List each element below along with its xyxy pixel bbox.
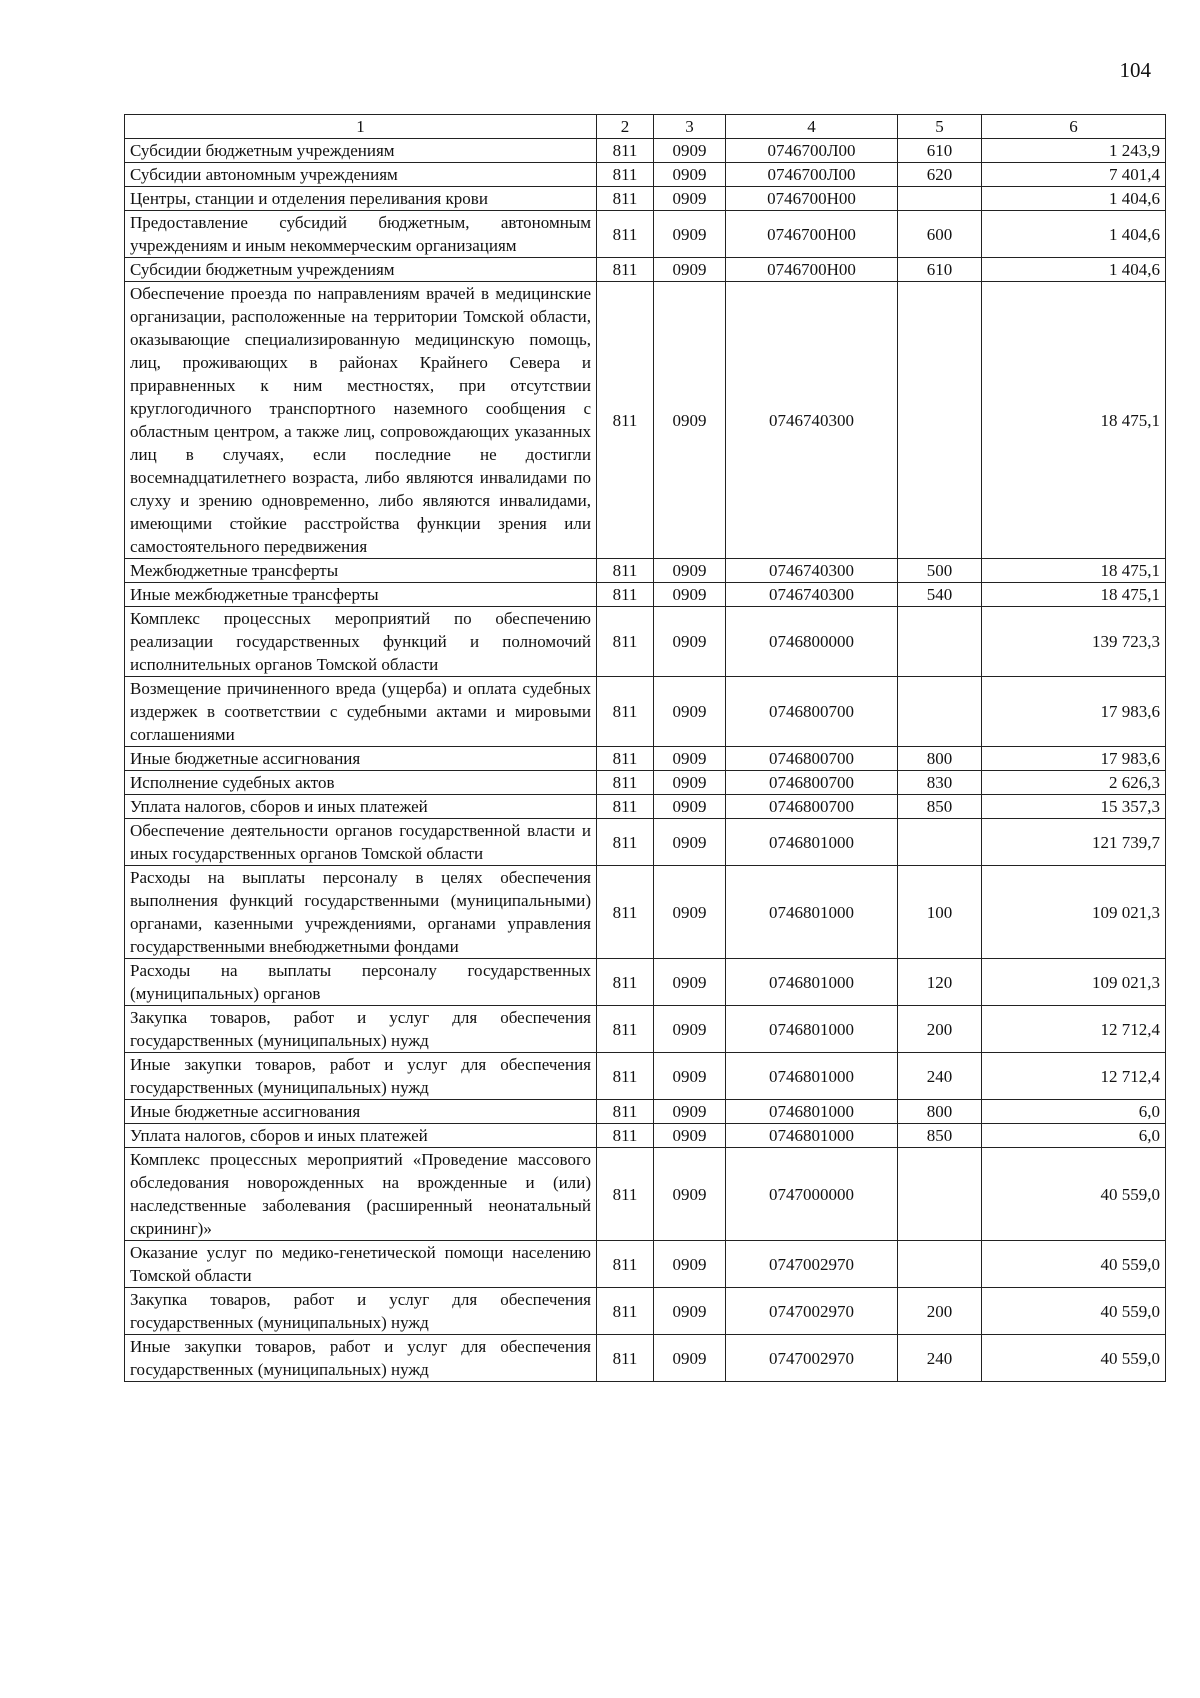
- department-code-cell: 811: [597, 1100, 654, 1124]
- table-row: [125, 1053, 1166, 1100]
- item-name-cell: Уплата налогов, сборов и иных платежей: [125, 1124, 597, 1148]
- amount-cell: 40 559,0: [982, 1288, 1166, 1335]
- target-article-cell: 0746700Н00: [726, 258, 898, 282]
- header-row: [125, 115, 1166, 139]
- table-row: [125, 1006, 1166, 1053]
- amount-cell: 18 475,1: [982, 282, 1166, 559]
- section-code-cell: 0909: [654, 795, 726, 819]
- item-name-cell: Возмещение причиненного вреда (ущерба) и оплата судебных издержек в соответствии с судебными актами и мировыми соглашениями: [125, 677, 597, 747]
- amount-cell: 6,0: [982, 1124, 1166, 1148]
- amount-cell: 40 559,0: [982, 1335, 1166, 1382]
- table-row: [125, 163, 1166, 187]
- target-article-cell: 0746801000: [726, 1124, 898, 1148]
- item-name-cell: Субсидии бюджетным учреждениям: [125, 258, 597, 282]
- target-article-cell: 0747000000: [726, 1148, 898, 1241]
- table-row: [125, 1241, 1166, 1288]
- item-name-cell: Оказание услуг по медико-генетической помощи населению Томской области: [125, 1241, 597, 1288]
- amount-cell: 18 475,1: [982, 559, 1166, 583]
- target-article-cell: 0746801000: [726, 1006, 898, 1053]
- expense-type-cell: 600: [898, 211, 982, 258]
- header-cell: 4: [726, 115, 898, 139]
- table-row: [125, 1148, 1166, 1241]
- expense-type-cell: 120: [898, 959, 982, 1006]
- target-article-cell: 0746800700: [726, 771, 898, 795]
- expense-type-cell: [898, 1241, 982, 1288]
- header-cell: 6: [982, 115, 1166, 139]
- page-number: 104: [1119, 58, 1151, 82]
- department-code-cell: 811: [597, 258, 654, 282]
- expense-type-cell: 540: [898, 583, 982, 607]
- expense-type-cell: 850: [898, 795, 982, 819]
- target-article-cell: 0746801000: [726, 1100, 898, 1124]
- section-code-cell: 0909: [654, 139, 726, 163]
- department-code-cell: 811: [597, 607, 654, 677]
- expense-type-cell: 620: [898, 163, 982, 187]
- item-name-cell: Уплата налогов, сборов и иных платежей: [125, 795, 597, 819]
- department-code-cell: 811: [597, 819, 654, 866]
- item-name-cell: Субсидии автономным учреждениям: [125, 163, 597, 187]
- target-article-cell: 0746800700: [726, 795, 898, 819]
- target-article-cell: 0746800700: [726, 747, 898, 771]
- item-name-cell: Иные закупки товаров, работ и услуг для обеспечения государственных (муниципальных) нужд: [125, 1053, 597, 1100]
- amount-cell: 7 401,4: [982, 163, 1166, 187]
- item-name-cell: Закупка товаров, работ и услуг для обеспечения государственных (муниципальных) нужд: [125, 1006, 597, 1053]
- amount-cell: 109 021,3: [982, 866, 1166, 959]
- department-code-cell: 811: [597, 282, 654, 559]
- section-code-cell: 0909: [654, 771, 726, 795]
- target-article-cell: 0746801000: [726, 819, 898, 866]
- header-cell: 5: [898, 115, 982, 139]
- department-code-cell: 811: [597, 1335, 654, 1382]
- department-code-cell: 811: [597, 1241, 654, 1288]
- section-code-cell: 0909: [654, 163, 726, 187]
- expense-type-cell: [898, 1148, 982, 1241]
- section-code-cell: 0909: [654, 607, 726, 677]
- department-code-cell: 811: [597, 1288, 654, 1335]
- department-code-cell: 811: [597, 163, 654, 187]
- table-row: [125, 747, 1166, 771]
- amount-cell: 1 404,6: [982, 187, 1166, 211]
- amount-cell: 40 559,0: [982, 1148, 1166, 1241]
- target-article-cell: 0746800000: [726, 607, 898, 677]
- amount-cell: 1 243,9: [982, 139, 1166, 163]
- table-row: [125, 559, 1166, 583]
- department-code-cell: 811: [597, 583, 654, 607]
- expense-type-cell: 500: [898, 559, 982, 583]
- section-code-cell: 0909: [654, 1335, 726, 1382]
- amount-cell: 1 404,6: [982, 211, 1166, 258]
- amount-cell: 12 712,4: [982, 1053, 1166, 1100]
- target-article-cell: 0747002970: [726, 1288, 898, 1335]
- department-code-cell: 811: [597, 211, 654, 258]
- item-name-cell: Комплекс процессных мероприятий «Проведение массового обследования новорожденных на врожденные и (или) наследственные заболевания (расширенный неонатальный скрининг)»: [125, 1148, 597, 1241]
- item-name-cell: Комплекс процессных мероприятий по обеспечению реализации государственных функций и полномочий исполнительных органов Томской области: [125, 607, 597, 677]
- expense-type-cell: 200: [898, 1006, 982, 1053]
- target-article-cell: 0747002970: [726, 1241, 898, 1288]
- department-code-cell: 811: [597, 959, 654, 1006]
- amount-cell: 1 404,6: [982, 258, 1166, 282]
- table-row: [125, 795, 1166, 819]
- amount-cell: 2 626,3: [982, 771, 1166, 795]
- expense-type-cell: 830: [898, 771, 982, 795]
- department-code-cell: 811: [597, 771, 654, 795]
- section-code-cell: 0909: [654, 1124, 726, 1148]
- target-article-cell: 0746740300: [726, 282, 898, 559]
- amount-cell: 139 723,3: [982, 607, 1166, 677]
- table-row: [125, 677, 1166, 747]
- expense-type-cell: 800: [898, 1100, 982, 1124]
- expense-type-cell: [898, 819, 982, 866]
- expense-type-cell: [898, 187, 982, 211]
- table-row: [125, 258, 1166, 282]
- section-code-cell: 0909: [654, 1148, 726, 1241]
- section-code-cell: 0909: [654, 1288, 726, 1335]
- section-code-cell: 0909: [654, 1006, 726, 1053]
- table-row: [125, 819, 1166, 866]
- target-article-cell: 0746740300: [726, 559, 898, 583]
- section-code-cell: 0909: [654, 211, 726, 258]
- item-name-cell: Иные закупки товаров, работ и услуг для обеспечения государственных (муниципальных) нужд: [125, 1335, 597, 1382]
- table-body: [125, 115, 1166, 1382]
- table-row: [125, 1335, 1166, 1382]
- table-row: [125, 866, 1166, 959]
- target-article-cell: 0746801000: [726, 1053, 898, 1100]
- target-article-cell: 0746801000: [726, 866, 898, 959]
- amount-cell: 15 357,3: [982, 795, 1166, 819]
- table-row: [125, 211, 1166, 258]
- amount-cell: 109 021,3: [982, 959, 1166, 1006]
- section-code-cell: 0909: [654, 258, 726, 282]
- section-code-cell: 0909: [654, 1241, 726, 1288]
- target-article-cell: 0746700Н00: [726, 187, 898, 211]
- table-row: [125, 607, 1166, 677]
- department-code-cell: 811: [597, 559, 654, 583]
- amount-cell: 121 739,7: [982, 819, 1166, 866]
- target-article-cell: 0746700Л00: [726, 163, 898, 187]
- item-name-cell: Межбюджетные трансферты: [125, 559, 597, 583]
- expense-type-cell: [898, 677, 982, 747]
- table-row: [125, 959, 1166, 1006]
- section-code-cell: 0909: [654, 959, 726, 1006]
- department-code-cell: 811: [597, 795, 654, 819]
- amount-cell: 6,0: [982, 1100, 1166, 1124]
- department-code-cell: 811: [597, 1148, 654, 1241]
- department-code-cell: 811: [597, 187, 654, 211]
- section-code-cell: 0909: [654, 819, 726, 866]
- header-cell: 3: [654, 115, 726, 139]
- amount-cell: 18 475,1: [982, 583, 1166, 607]
- department-code-cell: 811: [597, 866, 654, 959]
- table-row: [125, 1288, 1166, 1335]
- amount-cell: 40 559,0: [982, 1241, 1166, 1288]
- expense-type-cell: 800: [898, 747, 982, 771]
- section-code-cell: 0909: [654, 747, 726, 771]
- expense-type-cell: 240: [898, 1053, 982, 1100]
- expense-type-cell: 610: [898, 139, 982, 163]
- expense-type-cell: [898, 282, 982, 559]
- section-code-cell: 0909: [654, 187, 726, 211]
- table-row: [125, 771, 1166, 795]
- budget-table: [124, 114, 1166, 1382]
- department-code-cell: 811: [597, 677, 654, 747]
- expense-type-cell: 200: [898, 1288, 982, 1335]
- header-cell: 1: [125, 115, 597, 139]
- section-code-cell: 0909: [654, 583, 726, 607]
- table-row: [125, 1124, 1166, 1148]
- item-name-cell: Обеспечение проезда по направлениям врачей в медицинские организации, расположенные на территории Томской области, оказывающие специализированную медицинскую помощь, лиц, проживающих в районах Крайнего Севера и приравненных к ним местностях, при отсутствии круглогодичного транспортного наземного сообщения с областным центром, а также лиц, сопровождающих указанных лиц в случаях, если последние не достигли восемнадцатилетнего возраста, либо являются инвалидами по слуху и зрению одновременно, либо являются инвалидами, имеющими стойкие расстройства функции зрения или самостоятельного передвижения: [125, 282, 597, 559]
- table-row: [125, 583, 1166, 607]
- item-name-cell: Обеспечение деятельности органов государственной власти и иных государственных органов Томской области: [125, 819, 597, 866]
- section-code-cell: 0909: [654, 282, 726, 559]
- table-row: [125, 187, 1166, 211]
- item-name-cell: Предоставление субсидий бюджетным, автономным учреждениям и иным некоммерческим организациям: [125, 211, 597, 258]
- target-article-cell: 0746800700: [726, 677, 898, 747]
- table-row: [125, 139, 1166, 163]
- section-code-cell: 0909: [654, 1100, 726, 1124]
- target-article-cell: 0746740300: [726, 583, 898, 607]
- target-article-cell: 0746801000: [726, 959, 898, 1006]
- item-name-cell: Расходы на выплаты персоналу в целях обеспечения выполнения функций государственными (муниципальными) органами, казенными учреждениями, органами управления государственными внебюджетными фондами: [125, 866, 597, 959]
- section-code-cell: 0909: [654, 677, 726, 747]
- target-article-cell: 0746700Н00: [726, 211, 898, 258]
- expense-type-cell: [898, 607, 982, 677]
- department-code-cell: 811: [597, 1006, 654, 1053]
- table-row: [125, 282, 1166, 559]
- table-row: [125, 1100, 1166, 1124]
- department-code-cell: 811: [597, 1053, 654, 1100]
- amount-cell: 17 983,6: [982, 677, 1166, 747]
- expense-type-cell: 850: [898, 1124, 982, 1148]
- amount-cell: 17 983,6: [982, 747, 1166, 771]
- expense-type-cell: 100: [898, 866, 982, 959]
- item-name-cell: Иные межбюджетные трансферты: [125, 583, 597, 607]
- expense-type-cell: 610: [898, 258, 982, 282]
- target-article-cell: 0746700Л00: [726, 139, 898, 163]
- item-name-cell: Субсидии бюджетным учреждениям: [125, 139, 597, 163]
- item-name-cell: Закупка товаров, работ и услуг для обеспечения государственных (муниципальных) нужд: [125, 1288, 597, 1335]
- section-code-cell: 0909: [654, 866, 726, 959]
- expense-type-cell: 240: [898, 1335, 982, 1382]
- section-code-cell: 0909: [654, 1053, 726, 1100]
- department-code-cell: 811: [597, 1124, 654, 1148]
- item-name-cell: Центры, станции и отделения переливания крови: [125, 187, 597, 211]
- department-code-cell: 811: [597, 747, 654, 771]
- department-code-cell: 811: [597, 139, 654, 163]
- amount-cell: 12 712,4: [982, 1006, 1166, 1053]
- item-name-cell: Иные бюджетные ассигнования: [125, 747, 597, 771]
- item-name-cell: Иные бюджетные ассигнования: [125, 1100, 597, 1124]
- item-name-cell: Исполнение судебных актов: [125, 771, 597, 795]
- item-name-cell: Расходы на выплаты персоналу государственных (муниципальных) органов: [125, 959, 597, 1006]
- header-cell: 2: [597, 115, 654, 139]
- target-article-cell: 0747002970: [726, 1335, 898, 1382]
- section-code-cell: 0909: [654, 559, 726, 583]
